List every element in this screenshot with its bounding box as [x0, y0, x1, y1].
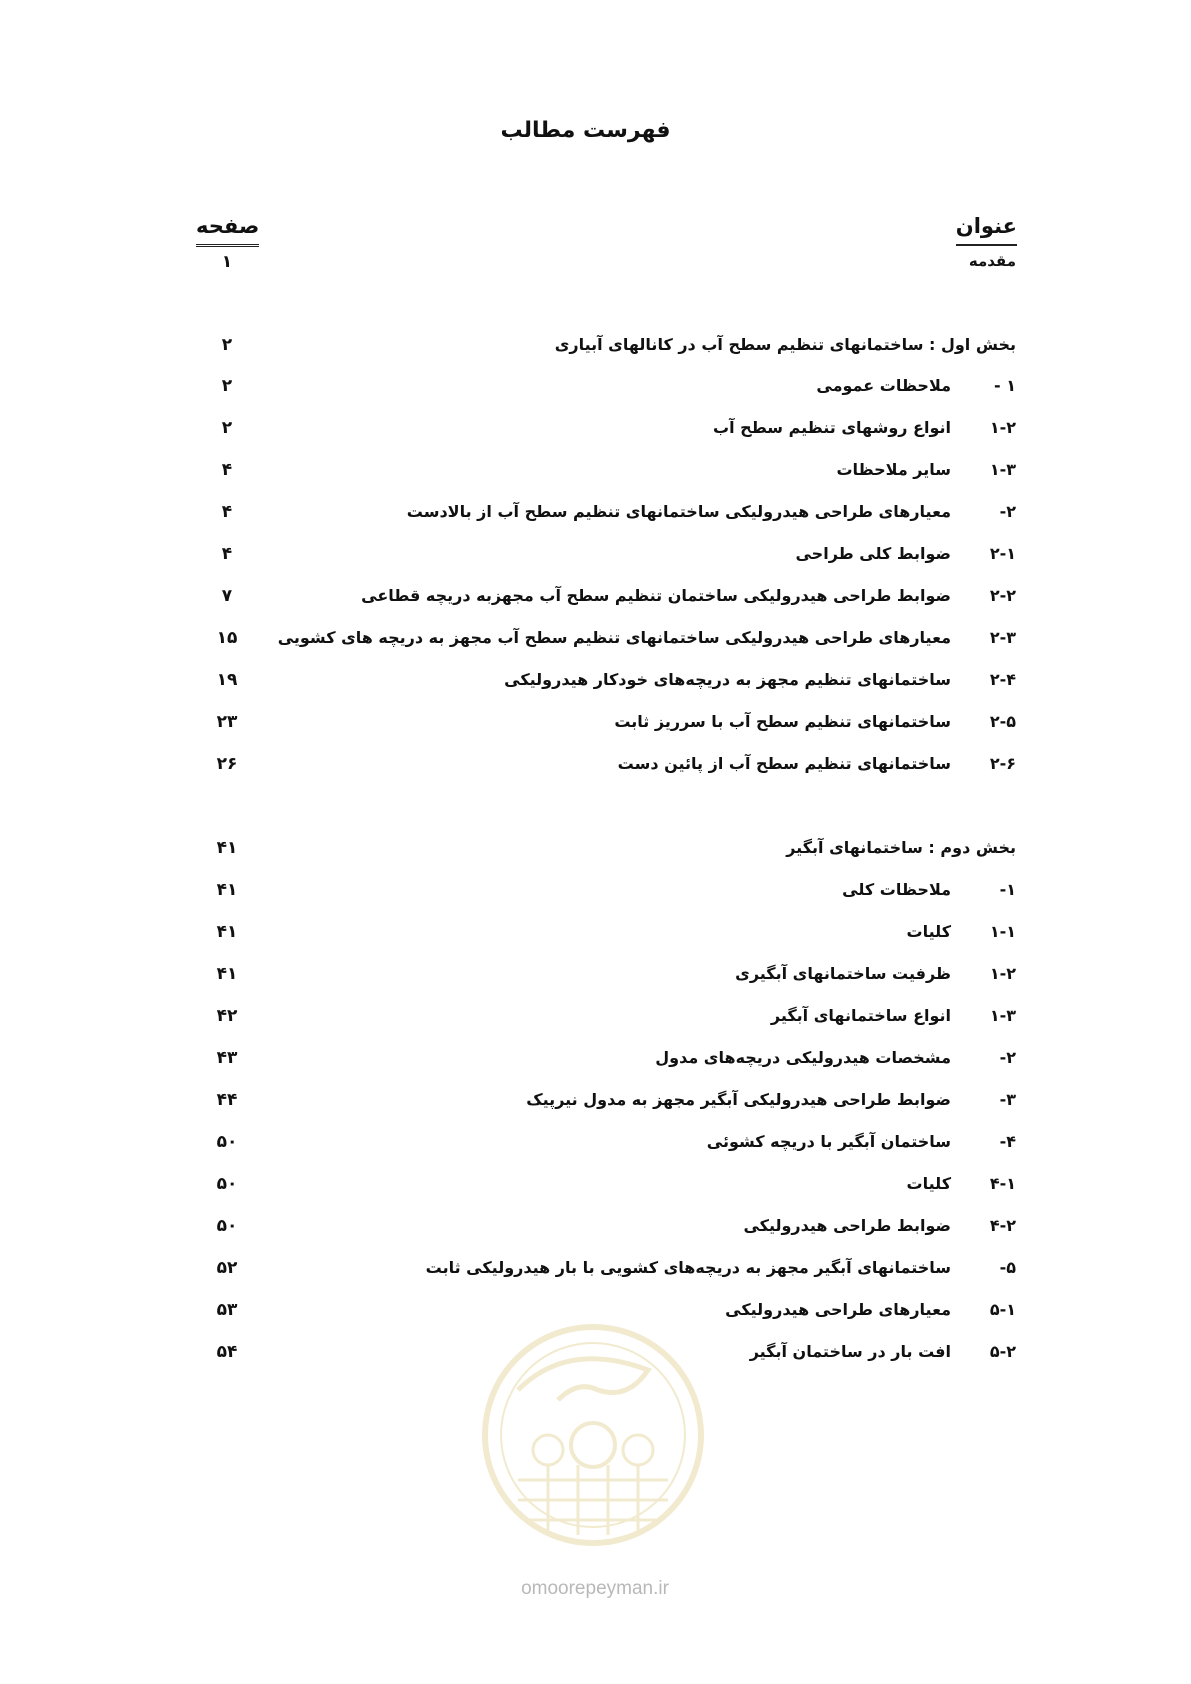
toc-entry-page: ۱۵: [216, 628, 238, 648]
toc-entry-title: مشخصات هیدرولیکی دریچه‌های مدول: [655, 1048, 951, 1067]
toc-entry: [0, 670, 1191, 700]
toc-entry: [0, 922, 1191, 952]
toc-entry-page: ۷: [221, 586, 233, 606]
toc-entry-title: ساختمانهای تنظیم سطح آب با سرریز ثابت: [614, 712, 951, 731]
toc-entry-number: ۱-۲: [989, 964, 1016, 983]
toc-entry-title: ضوابط کلی طراحی: [795, 544, 951, 563]
toc-entry-number: ۲-۲: [989, 586, 1016, 605]
toc-entry-number: ۱-۳: [989, 460, 1016, 479]
toc-entry-page: ۵۰: [216, 1132, 238, 1152]
toc-entry: [0, 544, 1191, 574]
toc-entry-page: ۱: [221, 252, 233, 272]
toc-entry: [0, 754, 1191, 784]
toc-entry-title: ضوابط طراحی هیدرولیکی آبگیر مجهز به مدول نیرپیک: [526, 1090, 951, 1109]
toc-entry-title: کلیات: [906, 1174, 951, 1193]
toc-entry-number: ۲-۵: [989, 712, 1016, 731]
toc-entry-title: ساختمانهای آبگیر مجهز به دریچه‌های کشویی با بار هیدرولیکی ثابت: [425, 1258, 951, 1277]
toc-entry: [0, 880, 1191, 910]
toc-entry-number: ۴-۱: [989, 1174, 1016, 1193]
toc-entry-title: ضوابط طراحی هیدرولیکی ساختمان تنظیم سطح آب مجهزبه دریچه قطاعی: [361, 586, 951, 605]
toc-entry: [0, 628, 1191, 658]
toc-entry-page: ۲۳: [216, 712, 238, 732]
toc-entry-title: ساختمانهای تنظیم سطح آب از پائین دست: [617, 754, 951, 773]
toc-entry-number: ۴-۲: [989, 1216, 1016, 1235]
toc-entry-number: ۴-: [999, 1132, 1016, 1151]
toc-entry-title: انواع روشهای تنظیم سطح آب: [713, 418, 951, 437]
toc-entry-number: ۲-۱: [989, 544, 1016, 563]
toc-entry-page: ۵۳: [216, 1300, 238, 1320]
toc-entry-title: معیارهای طراحی هیدرولیکی: [725, 1300, 951, 1319]
toc-entry-page: ۴۱: [216, 922, 238, 942]
toc-entry-page: ۴: [221, 544, 233, 564]
toc-entry-number: ۲-۶: [989, 754, 1016, 773]
toc-entry-page: ۵۰: [216, 1174, 238, 1194]
toc-entry-title: ساختمانهای تنظیم مجهز به دریچه‌های خودکار هیدرولیکی: [504, 670, 951, 689]
toc-entry-page: ۴: [221, 460, 233, 480]
toc-entry-title: افت بار در ساختمان آبگیر: [749, 1342, 951, 1361]
toc-entry-page: ۴۳: [216, 1048, 238, 1068]
toc-entry-title: ظرفیت ساختمانهای آبگیری: [735, 964, 951, 983]
toc-entry: [0, 586, 1191, 616]
toc-entry-title: معیارهای طراحی هیدرولیکی ساختمانهای تنظیم سطح آب مجهز به دریچه های کشویی: [277, 628, 951, 647]
toc-entry-number: ۳-: [999, 1090, 1016, 1109]
toc-entry-number: ۵-۱: [989, 1300, 1016, 1319]
toc-entry-page: ۵۰: [216, 1216, 238, 1236]
toc-entry-page: ۲: [221, 376, 233, 396]
page-column-header: صفحه: [196, 214, 259, 247]
toc-entry-number: ۱-۱: [989, 922, 1016, 941]
toc-entry: [0, 1006, 1191, 1036]
watermark-seal-icon: [478, 1320, 708, 1550]
toc-entry: [0, 964, 1191, 994]
toc-entry: [0, 712, 1191, 742]
toc-entry: [0, 376, 1191, 406]
toc-entry-number: ۱ -: [994, 376, 1016, 395]
toc-entry-page: ۲: [221, 418, 233, 438]
toc-entry: [0, 335, 1191, 365]
toc-entry-number: ۵-۲: [989, 1342, 1016, 1361]
toc-entry: [0, 502, 1191, 532]
toc-entry-page: ۱۹: [216, 670, 238, 690]
toc-entry-number: ۱-: [999, 880, 1016, 899]
toc-entry-page: ۲: [221, 335, 233, 355]
toc-entry-number: ۲-۳: [989, 628, 1016, 647]
toc-entry-title: مقدمه: [968, 252, 1016, 270]
toc-entry-page: ۴۱: [216, 838, 238, 858]
toc-entry-title: ضوابط طراحی هیدرولیکی: [743, 1216, 951, 1235]
toc-entry-number: ۲-: [999, 1048, 1016, 1067]
toc-entry-title: بخش اول : ساختمانهای تنظیم سطح آب در کانالهای آبیاری: [554, 335, 1016, 354]
toc-entry-page: ۴۲: [216, 1006, 238, 1026]
toc-entry-page: ۴۱: [216, 964, 238, 984]
toc-entry-title: سایر ملاحظات: [836, 460, 951, 479]
toc-entry-page: ۴: [221, 502, 233, 522]
toc-entry-title: کلیات: [906, 922, 951, 941]
toc-entry-number: ۲-۴: [989, 670, 1016, 689]
toc-entry-number: ۲-: [999, 502, 1016, 521]
watermark-url: omoorepeyman.ir: [521, 1578, 669, 1599]
toc-entry: [0, 1090, 1191, 1120]
toc-entry-page: ۵۴: [216, 1342, 238, 1362]
toc-entry-title: انواع ساختمانهای آبگیر: [770, 1006, 951, 1025]
toc-entry-number: ۱-۳: [989, 1006, 1016, 1025]
toc-entry: [0, 838, 1191, 868]
toc-entry: [0, 1048, 1191, 1078]
toc-entry: [0, 1174, 1191, 1204]
toc-entry-title: ملاحظات عمومی: [816, 376, 951, 395]
toc-entry-title: ساختمان آبگیر با دریچه کشوئی: [706, 1132, 951, 1151]
toc-entry: [0, 1258, 1191, 1288]
toc-entry-page: ۴۴: [216, 1090, 238, 1110]
toc-entry-number: ۵-: [999, 1258, 1016, 1277]
toc-entry: [0, 1132, 1191, 1162]
toc-entry-title: ملاحظات کلی: [842, 880, 951, 899]
toc-entry: [0, 1216, 1191, 1246]
toc-entry-title: بخش دوم : ساختمانهای آبگیر: [786, 838, 1016, 857]
toc-entry-page: ۲۶: [216, 754, 238, 774]
toc-entry: [0, 252, 1191, 282]
toc-entry-number: ۱-۲: [989, 418, 1016, 437]
title-column-header: عنوان: [956, 214, 1017, 246]
page-title: فهرست مطالب: [500, 118, 671, 143]
toc-entry: [0, 418, 1191, 448]
toc-entry-page: ۵۲: [216, 1258, 238, 1278]
toc-entry-title: معیارهای طراحی هیدرولیکی ساختمانهای تنظیم سطح آب از بالادست: [406, 502, 951, 521]
toc-entry: [0, 460, 1191, 490]
toc-entry-page: ۴۱: [216, 880, 238, 900]
